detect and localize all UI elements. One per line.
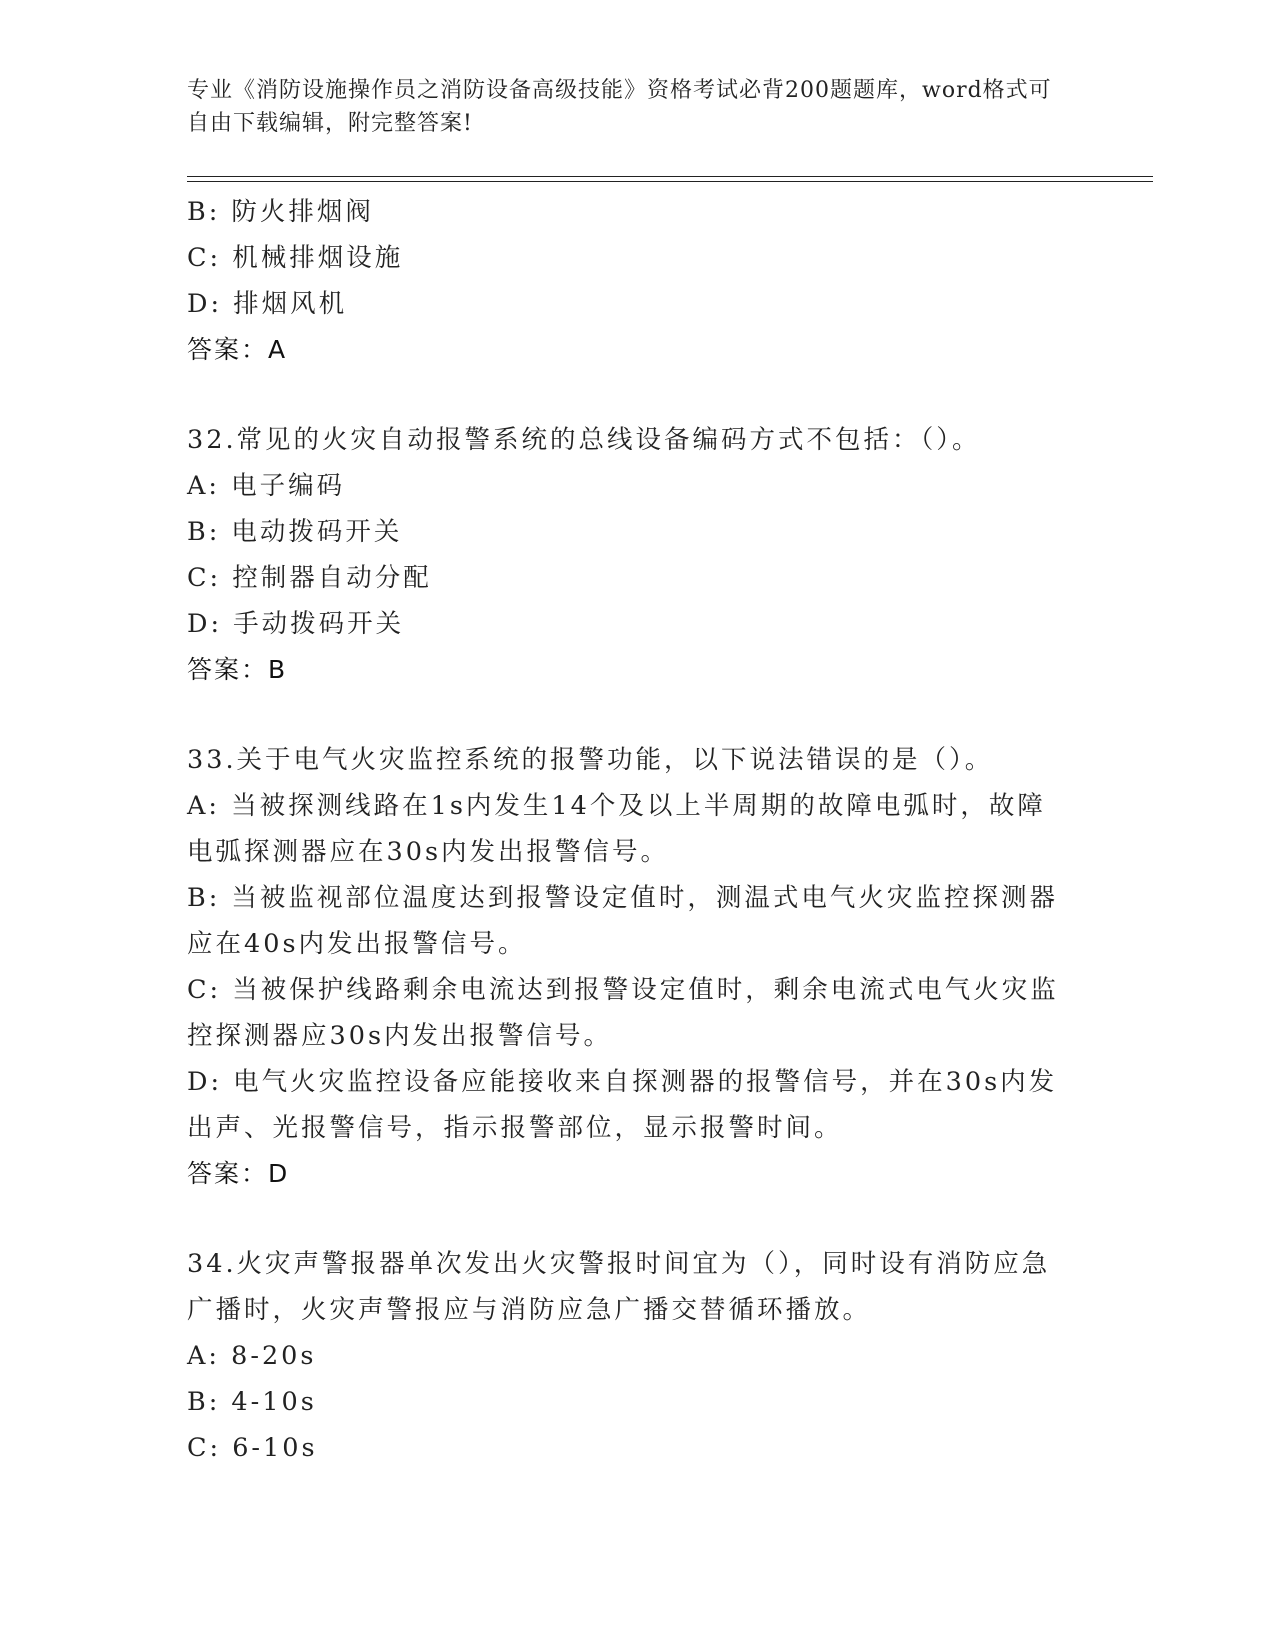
answer-label: 答案：A — [187, 335, 288, 364]
option-d: D: 电气火灾监控设备应能接收来自探测器的报警信号，并在30s内发出声、光报警信号，指示报警部位，显示报警时间。 — [187, 1067, 1058, 1143]
option-a: A: 当被探测线路在1s内发生14个及以上半周期的故障电弧时，故障电弧探测器应在30s内发出报警信号。 — [187, 791, 1046, 867]
spacer — [187, 1197, 1087, 1241]
header-rule-thick — [187, 181, 1153, 182]
question-stem: 32.常见的火灾自动报警系统的总线设备编码方式不包括：（）。 — [187, 425, 981, 455]
spacer — [187, 693, 1087, 737]
answer-label: 答案：B — [187, 655, 288, 684]
header-rule-thin — [187, 176, 1153, 177]
answer-label: 答案：D — [187, 1159, 290, 1188]
option-c: C: 6-10s — [187, 1433, 318, 1463]
page-header: 专业《消防设施操作员之消防设备高级技能》资格考试必背200题题库，word格式可自由下载编辑，附完整答案! — [187, 78, 1052, 136]
option-b: B: 电动拨码开关 — [187, 517, 403, 547]
option-a: A: 电子编码 — [187, 471, 346, 501]
option-b: B: 4-10s — [187, 1387, 317, 1417]
question-stem: 34.火灾声警报器单次发出火灾警报时间宜为（），同时设有消防应急广播时，火灾声警报应与消防应急广播交替循环播放。 — [187, 1249, 1051, 1325]
option-d: D: 排烟风机 — [187, 289, 348, 319]
question-content — [187, 189, 1087, 1471]
question-stem: 33.关于电气火灾监控系统的报警功能，以下说法错误的是（）。 — [187, 745, 994, 775]
option-d: D: 手动拨码开关 — [187, 609, 405, 639]
spacer — [187, 373, 1087, 417]
option-c: C: 当被保护线路剩余电流达到报警设定值时，剩余电流式电气火灾监控探测器应30s内发出报警信号。 — [187, 975, 1059, 1051]
option-c: C: 机械排烟设施 — [187, 243, 404, 273]
option-b: B: 当被监视部位温度达到报警设定值时，测温式电气火灾监控探测器应在40s内发出报警信号。 — [187, 883, 1058, 959]
option-c: C: 控制器自动分配 — [187, 563, 432, 593]
option-b: B: 防火排烟阀 — [187, 197, 374, 227]
option-a: A: 8-20s — [187, 1341, 317, 1371]
